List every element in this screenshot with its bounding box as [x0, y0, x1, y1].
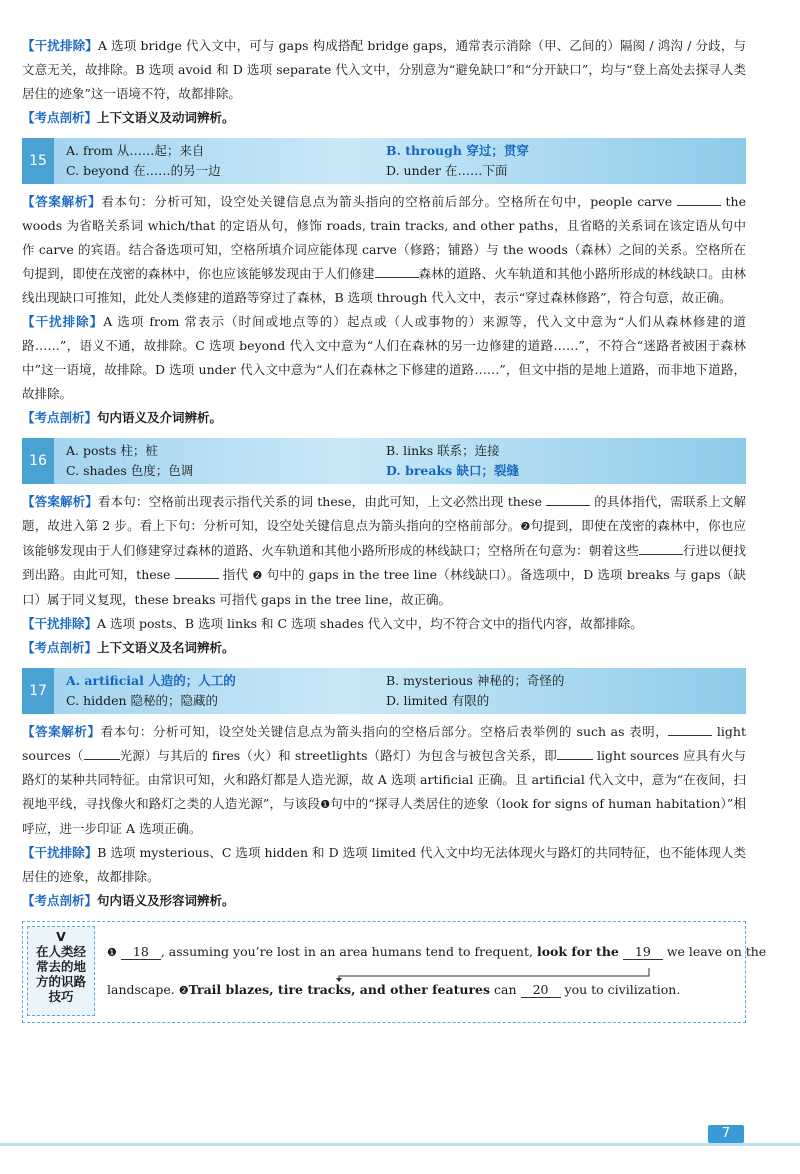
blank-line: [175, 566, 219, 579]
option-a-correct: A. artificial 人造的；人工的: [66, 673, 236, 688]
blank-19: 19: [623, 944, 663, 960]
circled-two-icon: ❷: [178, 984, 189, 997]
blank-line: [375, 265, 419, 278]
option-c: C. beyond 在……的另一边: [66, 163, 221, 178]
exam-point-14: 【考点剖析】上下文语义及动词辨析。: [22, 110, 235, 125]
circled-one-icon: ❶: [107, 946, 117, 959]
option-d: D. limited 有限的: [386, 693, 490, 708]
question-number: 15: [22, 138, 54, 184]
section-v-label: V 在人类经常去的地方的识路技巧: [27, 926, 95, 1016]
blank-line: [677, 193, 721, 206]
exam-point-16: 【考点剖析】上下文语义及名词辨析。: [22, 640, 235, 655]
passage-line-2: landscape. ❷Trail blazes, tire tracks, and other features can 20 you to civilization.: [107, 982, 681, 997]
circled-two-icon: ❷: [252, 569, 263, 582]
question-number: 17: [22, 668, 54, 714]
circled-two-icon: ❷: [520, 520, 531, 533]
blank-line: [668, 723, 712, 736]
option-d-correct: D. breaks 缺口；裂缝: [386, 463, 520, 478]
blank-20: 20: [521, 982, 561, 998]
answer-analysis-15: 【答案解析】看本句：分析可知，设空处关键信息点为箭头指向的空格前后部分。空格所在句中，people carve the woods 为省略关系词 which/that 的定语从句，修饰 roads, train tracks, and other paths，且省略的关系词在该定语从句中作 carve 的宾语。结合备选项可知，空格所填介词应能体现 carve（修路；铺路）与 the woods（森林）之间的关系。空格所在句提到，即使在茂密的森林中，你也应该能够发现由于人们修建 森林的道路、火车轨道和其他小路所形成的林线缺口。由林线出现缺口可推知，此处人类修建的道路等穿过了森林，B 选项 through 代入文中，表示“穿过森林修路”，符合句意，故正确。: [22, 194, 746, 305]
exam-point-15: 【考点剖析】句内语义及介词辨析。: [22, 410, 223, 425]
blank-line: [84, 747, 120, 760]
option-a: A. from 从……起；来自: [66, 143, 205, 158]
option-b: B. mysterious 神秘的；奇怪的: [386, 673, 565, 688]
question-number: 16: [22, 438, 54, 484]
exam-point-17: 【考点剖析】句内语义及形容词辨析。: [22, 893, 235, 908]
blank-18: 18: [121, 944, 161, 960]
blank-line: [639, 542, 683, 555]
answer-analysis-16: 【答案解析】看本句：空格前出现表示指代关系的词 these，由此可知，上文必然出现 these 的具体指代，需联系上文解题，故进入第 2 步。看上下句：分析可知，设空处关键信息点为箭头指向的空格前部分。❷句提到，即使在茂密的森林中，你也应该能够发现由于人们修建穿过森林的道路、火车轨道和其他小路所形成的林线缺口；空格所在句意为：朝着这些 行进以便找到出路。由此可知，these 指代 ❷ 句中的 gaps in the tree line（林线缺口）。备选项中，D 选项 breaks 与 gaps（缺口）属于同义复现，these breaks 可指代 gaps in the tree line，故正确。: [22, 494, 746, 607]
answer-analysis-17: 【答案解析】看本句：分析可知，设空处关键信息点为箭头指向的空格后部分。空格后表举例的 such as 表明， light sources（ 光源）与其后的 fires（火）和 streetlights（路灯）为包含与被包含关系，即 light sources 应具有火与路灯的某种共同特征。由常识可知，火和路灯都是人造光源，故 A 选项 artificial 正确。且 artificial 代入文中，意为“在夜间，扫视地平线，寻找像火和路灯之类的人造光源”，与该段❶句中的“探寻人类居住的迹象（look for signs of human habitation）”相呼应，进一步印证 A 选项正确。: [22, 724, 746, 836]
option-b: B. links 联系；连接: [386, 443, 500, 458]
distractor-analysis-15: 【干扰排除】A 选项 from 常表示（时间或地点等的）起点或（人或事物的）来源等，代入文中意为“人们从森林修建的道路……”，语义不通，故排除。C 选项 beyond 代入文中意为“人们在森林的另一边修建的道路……”，不符合“迷路者被困于森林中”这一语境，故排除。D 选项 under 代入文中意为“人们在森林之下修建的道路……”，但文中指的是地上道路，而非地下道路，故排除。: [22, 314, 746, 401]
arrow-connector: [333, 966, 653, 982]
page-number: 7: [708, 1125, 744, 1143]
option-d: D. under 在……下面: [386, 163, 508, 178]
options-box-17: [22, 668, 746, 714]
options-box-15: [22, 138, 746, 184]
distractor-analysis-14: 【干扰排除】A 选项 bridge 代入文中，可与 gaps 构成搭配 bridge gaps，通常表示消除（甲、乙间的）隔阂 / 鸿沟 / 分歧，与文意无关，故排除。B 选项 avoid 和 D 选项 separate 代入文中，分别意为“避免缺口”和“分开缺口”，均与“登上高处去探寻人类居住的迹象”这一语境不符，故都排除。: [22, 38, 746, 101]
options-box-16: [22, 438, 746, 484]
option-b-correct: B. through 穿过；贯穿: [386, 143, 529, 158]
option-c: C. shades 色度；色调: [66, 463, 194, 478]
circled-one-icon: ❶: [320, 798, 331, 811]
distractor-analysis-16: 【干扰排除】A 选项 posts、B 选项 links 和 C 选项 shades 代入文中，均不符合文中的指代内容，故都排除。: [22, 616, 643, 631]
passage-line-1: ❶ 18 , assuming you’re lost in an area humans tend to frequent, look for the 19 we leave on the: [107, 944, 767, 959]
distractor-analysis-17: 【干扰排除】B 选项 mysterious、C 选项 hidden 和 D 选项 limited 代入文中均无法体现火与路灯的共同特征，也不能体现人类居住的迹象，故都排除。: [22, 845, 746, 884]
section-v-box: [22, 921, 767, 1023]
option-a: A. posts 柱；桩: [66, 443, 158, 458]
page-content: [22, 34, 767, 1023]
option-c: C. hidden 隐秘的；隐藏的: [66, 693, 219, 708]
blank-line: [546, 493, 590, 506]
page-footer-bar: [0, 1143, 800, 1146]
blank-line: [557, 747, 593, 760]
